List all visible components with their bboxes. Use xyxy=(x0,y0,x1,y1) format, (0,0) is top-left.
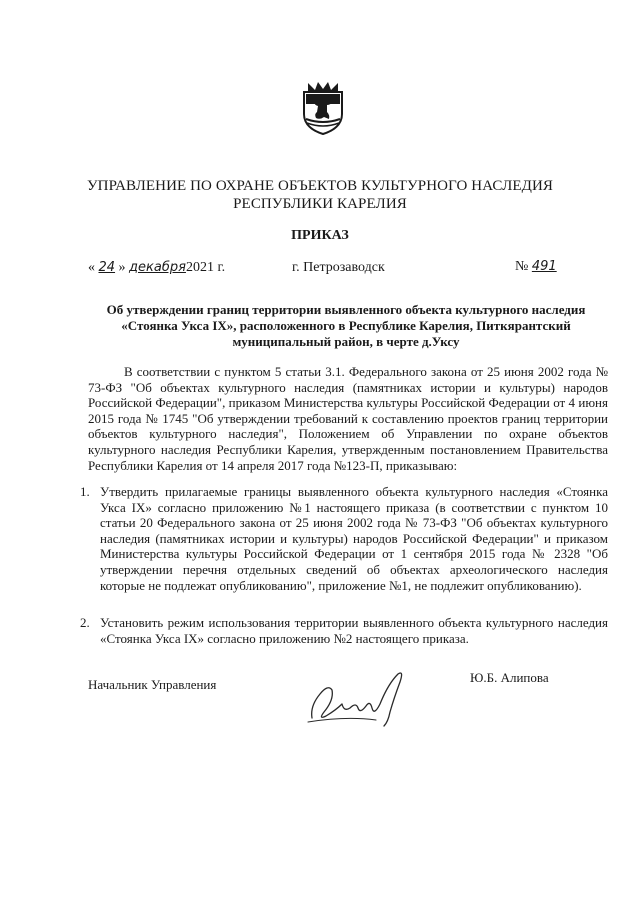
number-label: № xyxy=(515,259,529,274)
agency-line-1: УПРАВЛЕНИЕ ПО ОХРАНЕ ОБЪЕКТОВ КУЛЬТУРНОГО НАСЛЕДИЯ xyxy=(86,178,554,194)
agency-name xyxy=(70,177,570,213)
city: г. Петрозаводск xyxy=(292,260,385,275)
date-month: декабря xyxy=(129,260,186,275)
item-number: 2. xyxy=(80,615,90,631)
date-year: 2021 г. xyxy=(185,260,226,275)
item-text: Утвердить прилагаемые границы выявленного объекта культурного наследия «Стоянка Укса IX» согласно приложению №1 настоящего приказа (в соответствии с пунктом 10 статьи 20 Федерального закона от 25 июня 2002 года № 73-ФЗ "Об объектах культурного наследия (памятниках истории и культуры) народов Российской Федерации" и приказом Министерства культуры Российской Федерации от 1 сентября 2015 года № 2328 "Об утверждении перечня отдельных сведений об объектах археологического наследия которые не подлежат опубликованию", приложение №1, не подлежит опубликованию). xyxy=(100,484,608,593)
karelia-coat-of-arms-icon xyxy=(300,79,346,135)
agency-line-2: РЕСПУБЛИКИ КАРЕЛИЯ xyxy=(233,196,407,212)
preamble-paragraph: В соответствии с пунктом 5 статьи 3.1. Федерального закона от 25 июня 2002 года № 73-ФЗ "Об объектах культурного наследия (памятниках истории и культуры) народов Российской Федерации", приказом Министерства культуры Российской Федерации от 4 июня 2015 года № 1745 "Об утверждении требований к составлению проектов границ территории объектов культурного наследия", Положением об Управлении по охране объектов культурного наследия Республики Карелия, утвержденным постановлением Правительства Республики Карелия от 14 апреля 2017 года №123-П, приказываю: xyxy=(88,364,608,473)
order-number xyxy=(515,259,557,275)
subject-line-3: муниципальный район, в черте д.Уксу xyxy=(232,334,460,349)
subject-line-1: Об утверждении границ территории выявленного объекта культурного наследия xyxy=(106,302,586,317)
order-date xyxy=(88,260,225,276)
item-text: Установить режим использования территории выявленного объекта культурного наследия «Стоянка Укса IX» согласно приложению №2 настоящего приказа. xyxy=(100,615,608,646)
date-day: 24 xyxy=(98,260,116,275)
order-item xyxy=(80,484,608,593)
order-items xyxy=(80,484,608,646)
handwritten-signature xyxy=(306,666,416,730)
order-subject xyxy=(96,302,596,350)
document-title: ПРИКАЗ xyxy=(291,228,349,243)
signer-position: Начальник Управления xyxy=(88,677,217,692)
date-quote-open: « xyxy=(88,260,95,275)
item-number: 1. xyxy=(80,484,90,499)
date-quote-close: » xyxy=(118,260,126,275)
number-value: 491 xyxy=(531,259,557,274)
order-item xyxy=(80,615,608,646)
signer-name: Ю.Б. Алипова xyxy=(470,670,549,685)
subject-line-2: «Стоянка Укса IX», расположенного в Республике Карелия, Питкярантский xyxy=(121,318,571,333)
